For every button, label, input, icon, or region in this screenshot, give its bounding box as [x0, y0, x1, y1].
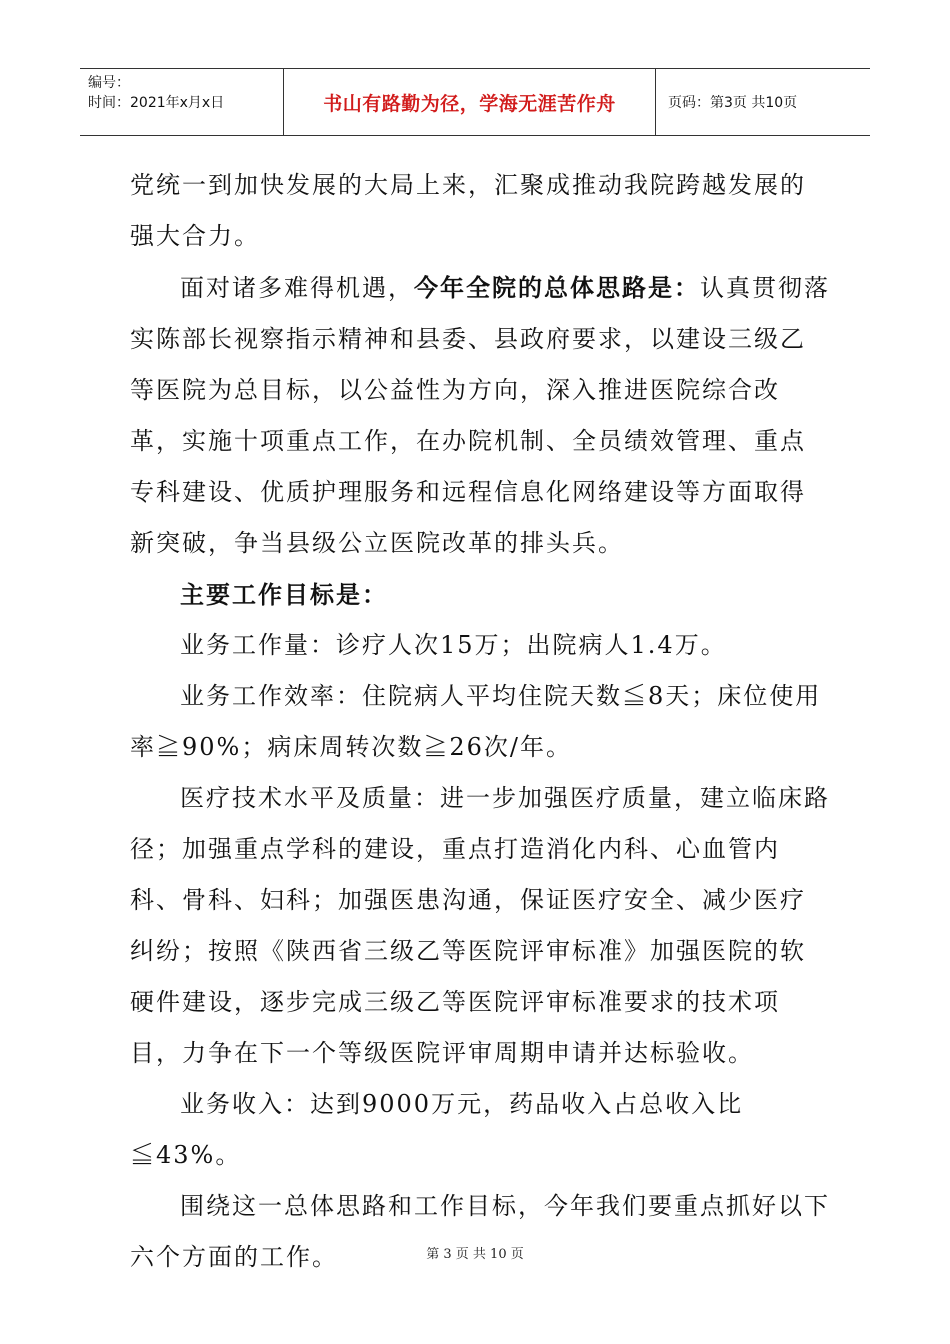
header-motto: 书山有路勤为径，学海无涯苦作舟 [284, 69, 656, 135]
paragraph-1: 党统一到加快发展的大局上来，汇聚成推动我院跨越发展的强大合力。 [130, 171, 806, 250]
header-meta [80, 69, 284, 135]
section-heading: 主要工作目标是： [180, 580, 388, 609]
paragraph-income: 业务收入：达到9000万元，药品收入占总收入比≦43%。 [130, 1090, 744, 1169]
paragraph-summary: 围绕这一总体思路和工作目标，今年我们要重点抓好以下六个方面的工作。 [130, 1192, 830, 1271]
paragraph-2 [130, 262, 830, 569]
paragraph-2-lead: 面对诸多难得机遇， [180, 274, 414, 302]
paragraph-quality: 医疗技术水平及质量：进一步加强医疗质量，建立临床路径；加强重点学科的建设，重点打造消化内科、心血管内科、骨科、妇科；加强医患沟通，保证医疗安全、减少医疗纠纷；按照《陕西省三级乙等医院评审标准》加强医院的软硬件建设，逐步完成三级乙等医院评审标准要求的技术项目，力争在下一个等级医院评审周期申请并达标验收。 [130, 784, 830, 1067]
page-header [80, 68, 870, 136]
time-label: 时间：2021年x月x日 [88, 95, 225, 111]
paragraph-2-bold: 今年全院的总体思路是： [414, 273, 700, 302]
paragraph-2-rest: 认真贯彻落实陈部长视察指示精神和县委、县政府要求，以建设三级乙等医院为总目标，以公益性为方向，深入推进医院综合改革，实施十项重点工作，在办院机制、全员绩效管理、重点专科建设、优质护理服务和远程信息化网络建设等方面取得新突破，争当县级公立医院改革的排头兵。 [130, 274, 830, 557]
paragraph-efficiency: 业务工作效率：住院病人平均住院天数≦8天；床位使用率≧90%；病床周转次数≧26次/年。 [130, 682, 822, 761]
paragraph-workload: 业务工作量：诊疗人次15万；出院病人1.4万。 [180, 631, 727, 659]
number-label: 编号： [88, 75, 130, 91]
page-footer: 第 3 页 共 10 页 [426, 1247, 524, 1262]
header-page-info: 页码：第3页 共10页 [668, 95, 798, 111]
document-body [130, 160, 830, 1283]
